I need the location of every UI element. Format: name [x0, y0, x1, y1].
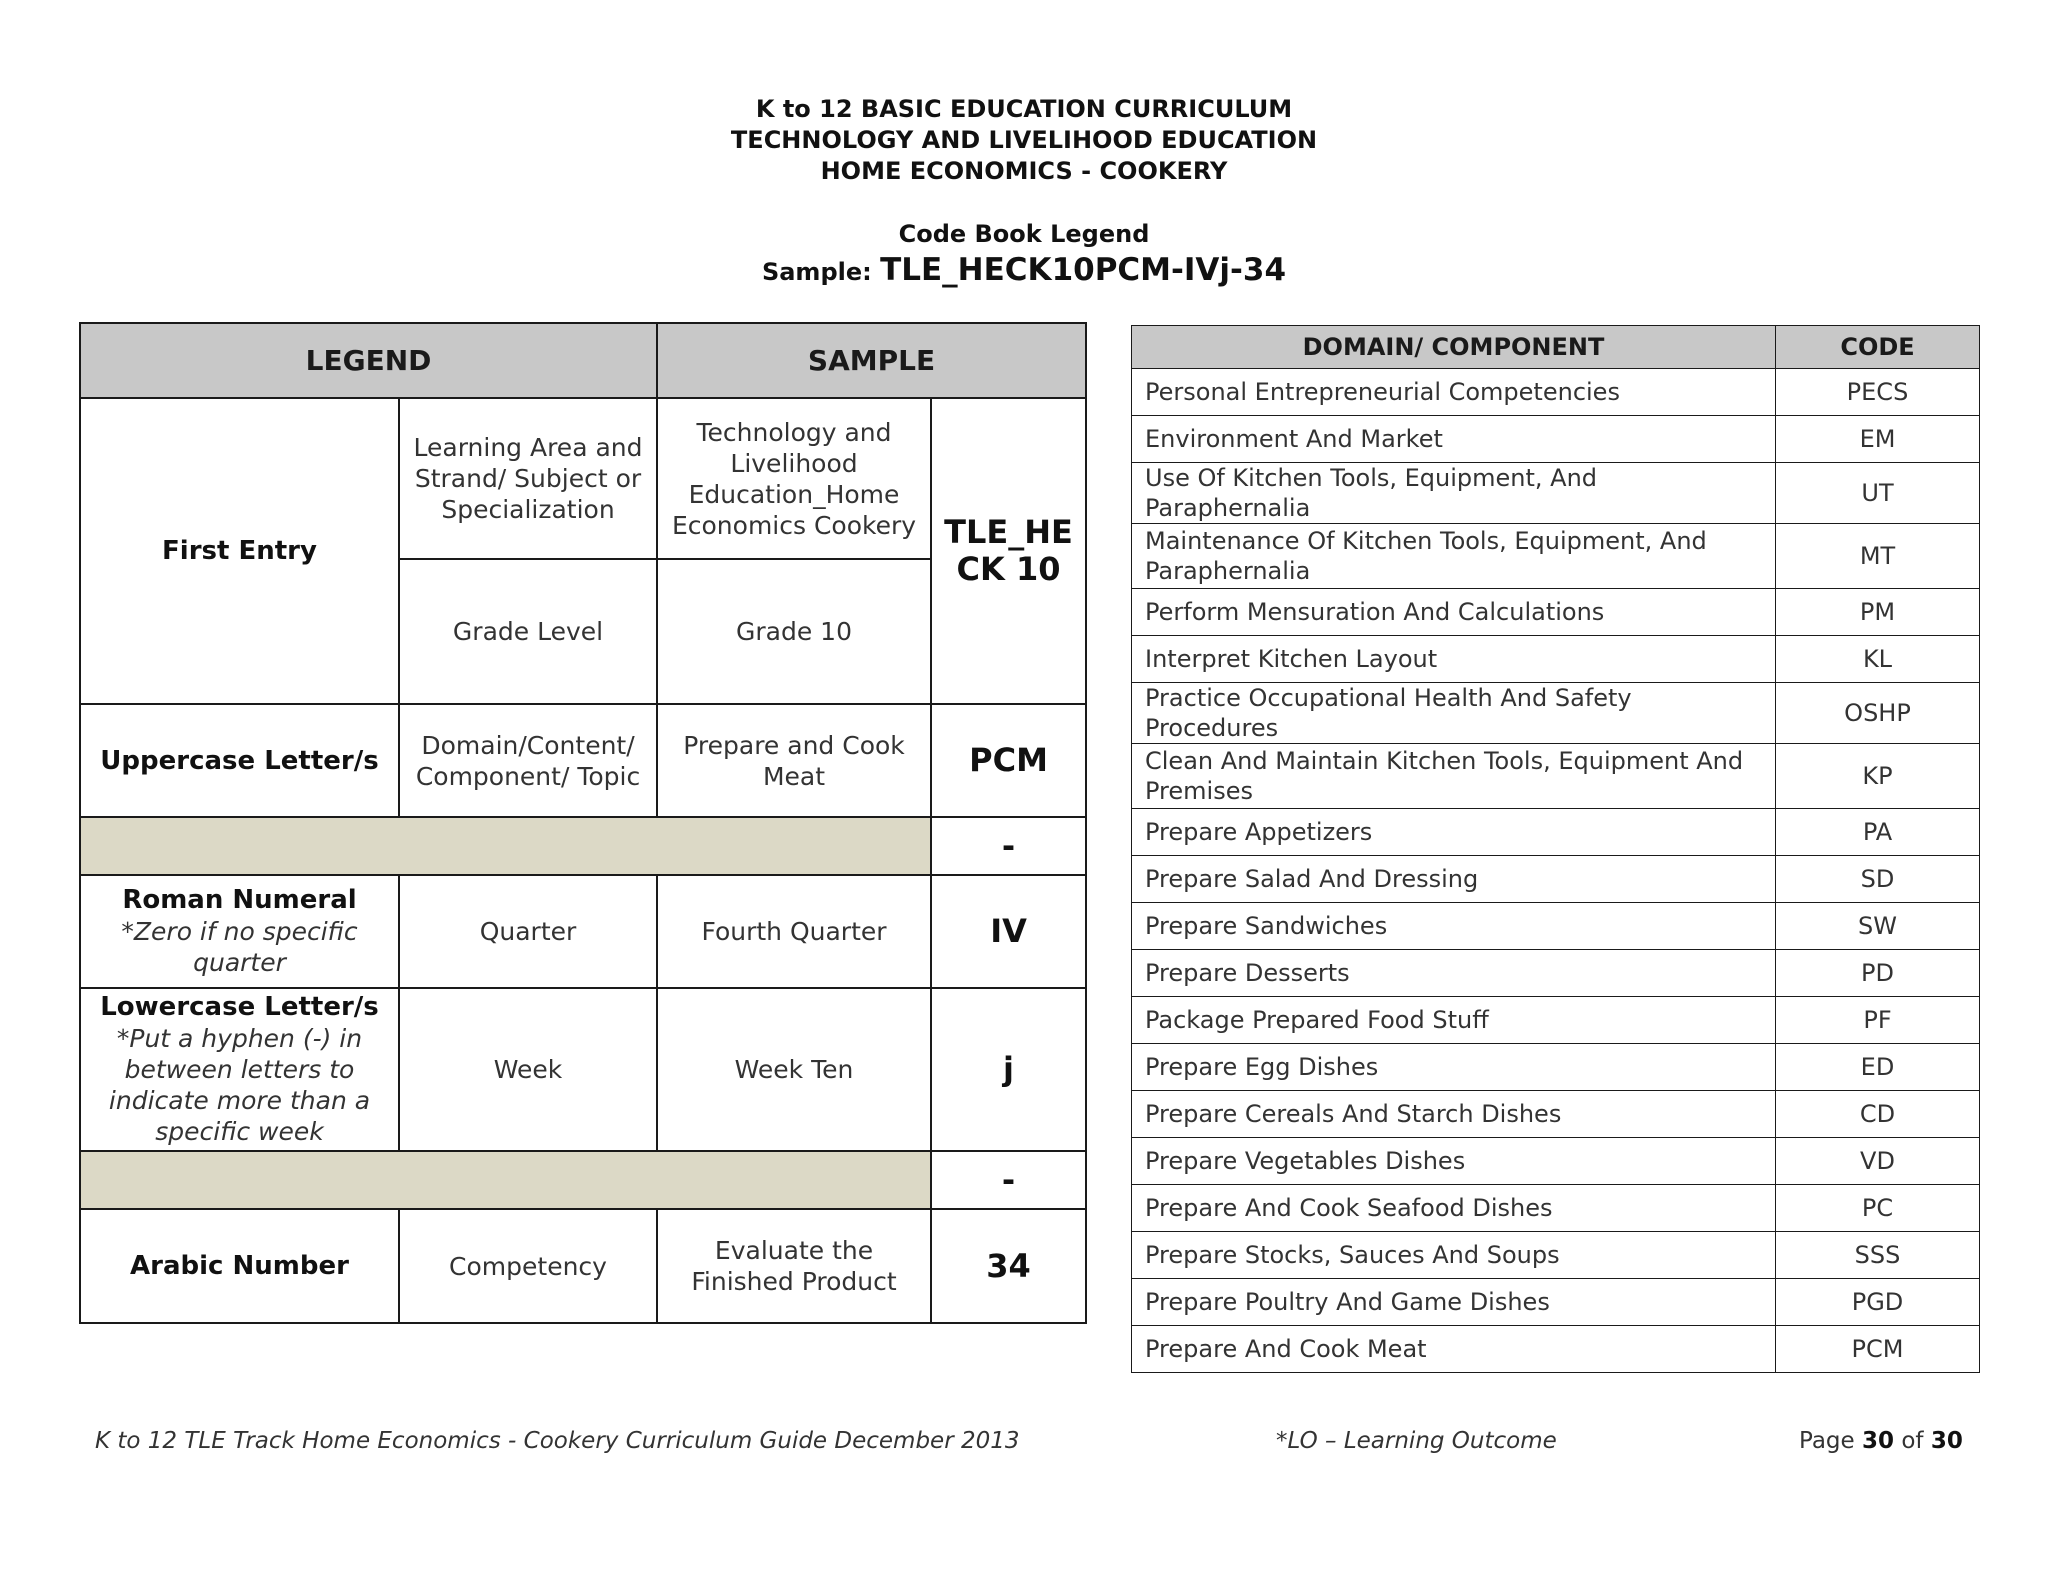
table-row: [1132, 589, 1980, 636]
quarter-cell: Quarter: [399, 875, 657, 988]
domain-code-cell: PA: [1776, 809, 1980, 856]
legend-column-header: LEGEND: [80, 323, 657, 398]
grade-level-cell: Grade Level: [399, 559, 657, 704]
domain-table: [1131, 325, 1980, 1373]
table-row: [1132, 1326, 1980, 1373]
domain-desc-cell: Domain/Content/ Component/ Topic: [399, 704, 657, 817]
domain-name-cell: Environment And Market: [1132, 416, 1776, 463]
legend-table: [79, 322, 1087, 1324]
domain-name-cell: Prepare Egg Dishes: [1132, 1044, 1776, 1091]
domain-code-cell: MT: [1776, 524, 1980, 589]
week-code-cell: j: [931, 988, 1086, 1151]
domain-name-cell: Prepare Poultry And Game Dishes: [1132, 1279, 1776, 1326]
header-line-2: TECHNOLOGY AND LIVELIHOOD EDUCATION: [730, 126, 1318, 154]
table-row: [1132, 1185, 1980, 1232]
domain-code-cell: PGD: [1776, 1279, 1980, 1326]
learning-area-sample-cell: Technology and Livelihood Education_Home Economics Cookery: [657, 398, 931, 559]
domain-code-cell: PC: [1776, 1185, 1980, 1232]
page-of: of: [1901, 1428, 1924, 1454]
domain-column-header: DOMAIN/ COMPONENT: [1132, 326, 1776, 369]
table-row: [1132, 683, 1980, 744]
domain-name-cell: Prepare Vegetables Dishes: [1132, 1138, 1776, 1185]
lowercase-title: Lowercase Letter/s: [100, 992, 379, 1022]
competency-sample-cell: Evaluate the Finished Product: [657, 1209, 931, 1323]
domain-name-cell: Prepare Appetizers: [1132, 809, 1776, 856]
hyphen-cell: -: [931, 1151, 1086, 1209]
domain-code-cell: CD: [1776, 1091, 1980, 1138]
roman-title: Roman Numeral: [122, 885, 357, 915]
domain-code-cell: EM: [1776, 416, 1980, 463]
domain-name-cell: Clean And Maintain Kitchen Tools, Equipment And Premises: [1132, 744, 1776, 809]
table-row: [1132, 1232, 1980, 1279]
lowercase-note: *Put a hyphen (-) in between letters to indicate more than a specific week: [108, 1024, 371, 1146]
footer-lo-note: *LO – Learning Outcome: [1276, 1428, 1557, 1454]
page-number: [1799, 1428, 1963, 1454]
sample-line: [0, 252, 2048, 290]
table-row: [1132, 856, 1980, 903]
domain-code-cell: UT: [1776, 463, 1980, 524]
domain-name-cell: Prepare And Cook Seafood Dishes: [1132, 1185, 1776, 1232]
footer-guide-title: K to 12 TLE Track Home Economics - Cookery Curriculum Guide December 2013: [95, 1428, 1020, 1454]
domain-code-cell: SD: [1776, 856, 1980, 903]
table-row: [1132, 416, 1980, 463]
domain-code-cell: PECS: [1776, 369, 1980, 416]
domain-name-cell: Interpret Kitchen Layout: [1132, 636, 1776, 683]
separator-cell: [80, 1151, 931, 1209]
domain-code-cell: ED: [1776, 1044, 1980, 1091]
separator-cell: [80, 817, 931, 875]
learning-area-cell: Learning Area and Strand/ Subject or Specialization: [399, 398, 657, 559]
quarter-code-cell: IV: [931, 875, 1086, 988]
domain-code-cell: KL: [1776, 636, 1980, 683]
roman-note: *Zero if no specific quarter: [121, 917, 358, 977]
domain-code-cell: PCM: [1776, 1326, 1980, 1373]
sample-code: TLE_HECK10PCM-IVj-34: [880, 252, 1287, 288]
domain-sample-cell: Prepare and Cook Meat: [657, 704, 931, 817]
domain-code-cell: SW: [1776, 903, 1980, 950]
hyphen-cell: -: [931, 817, 1086, 875]
competency-code-cell: 34: [931, 1209, 1086, 1323]
domain-code-cell: PM: [1776, 589, 1980, 636]
domain-name-cell: Package Prepared Food Stuff: [1132, 997, 1776, 1044]
table-row: [1132, 997, 1980, 1044]
grade-sample-cell: Grade 10: [657, 559, 931, 704]
table-row: [1132, 369, 1980, 416]
week-sample-cell: Week Ten: [657, 988, 931, 1151]
first-entry-cell: First Entry: [80, 398, 399, 704]
page-current: 30: [1862, 1428, 1895, 1454]
table-row: [1132, 809, 1980, 856]
domain-name-cell: Practice Occupational Health And Safety Procedures: [1132, 683, 1776, 744]
lowercase-entry-cell: [80, 988, 399, 1151]
domain-name-cell: Prepare Stocks, Sauces And Soups: [1132, 1232, 1776, 1279]
domain-name-cell: Prepare Cereals And Starch Dishes: [1132, 1091, 1776, 1138]
domain-code-cell: KP: [1776, 744, 1980, 809]
arabic-entry-cell: Arabic Number: [80, 1209, 399, 1323]
uppercase-entry-cell: Uppercase Letter/s: [80, 704, 399, 817]
table-row: [1132, 1044, 1980, 1091]
sample-label: Sample:: [761, 258, 872, 286]
domain-rows: [1132, 369, 1980, 1373]
domain-name-cell: Maintenance Of Kitchen Tools, Equipment, And Paraphernalia: [1132, 524, 1776, 589]
table-row: [1132, 636, 1980, 683]
document-header: [0, 94, 2048, 187]
table-row: [1132, 1091, 1980, 1138]
table-row: [1132, 1138, 1980, 1185]
page-total: 30: [1930, 1428, 1963, 1454]
table-row: [1132, 744, 1980, 809]
domain-code-cell: VD: [1776, 1138, 1980, 1185]
table-row: [1132, 524, 1980, 589]
domain-name-cell: Prepare Salad And Dressing: [1132, 856, 1776, 903]
sample-column-header: SAMPLE: [657, 323, 1086, 398]
roman-entry-cell: [80, 875, 399, 988]
domain-code-cell: SSS: [1776, 1232, 1980, 1279]
first-entry-code-cell: TLE_HE CK 10: [931, 398, 1086, 704]
domain-code-cell: PF: [1776, 997, 1980, 1044]
competency-cell: Competency: [399, 1209, 657, 1323]
domain-code-cell: PCM: [931, 704, 1086, 817]
page-word: Page: [1799, 1428, 1855, 1454]
table-row: [1132, 903, 1980, 950]
table-row: [1132, 1279, 1980, 1326]
domain-code-cell: PD: [1776, 950, 1980, 997]
domain-name-cell: Use Of Kitchen Tools, Equipment, And Paraphernalia: [1132, 463, 1776, 524]
domain-name-cell: Personal Entrepreneurial Competencies: [1132, 369, 1776, 416]
domain-name-cell: Prepare And Cook Meat: [1132, 1326, 1776, 1373]
table-row: [1132, 950, 1980, 997]
domain-name-cell: Prepare Sandwiches: [1132, 903, 1776, 950]
legend-title: Code Book Legend: [898, 220, 1150, 248]
table-row: [1132, 463, 1980, 524]
header-line-3: HOME ECONOMICS - COOKERY: [820, 157, 1228, 185]
domain-code-cell: OSHP: [1776, 683, 1980, 744]
domain-name-cell: Prepare Desserts: [1132, 950, 1776, 997]
domain-name-cell: Perform Mensuration And Calculations: [1132, 589, 1776, 636]
quarter-sample-cell: Fourth Quarter: [657, 875, 931, 988]
week-cell: Week: [399, 988, 657, 1151]
header-line-1: K to 12 BASIC EDUCATION CURRICULUM: [755, 95, 1293, 123]
code-column-header: CODE: [1776, 326, 1980, 369]
